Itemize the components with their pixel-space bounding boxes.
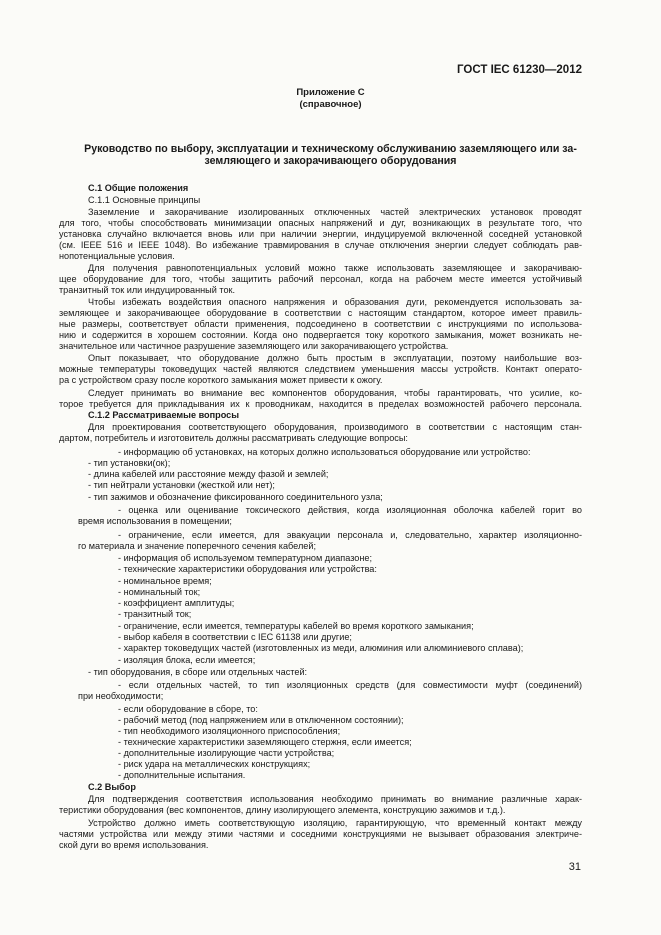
list-item: - выбор кабеля в соответствии с IEC 61138 или другие; [118, 632, 352, 642]
list-item: - транзитный ток; [118, 609, 192, 619]
list-item-continuation: го материала и значение поперечного сечения кабелей; [78, 541, 316, 551]
list-item: - риск удара на металлических конструкциях; [118, 759, 311, 769]
text-line: Устройство должно иметь соответствующую изоляцию, гарантирующую, что временный контакт между [88, 818, 582, 828]
list-item: - длина кабелей или расстояние между фазой и землей; [88, 469, 329, 479]
list-item: - тип зажимов и обозначение фиксированного соединительного узла; [88, 492, 383, 502]
appendix-title: Приложение С [296, 87, 365, 98]
text-line: Следует принимать во внимание вес компонентов оборудования, чтобы гарантировать, что усилие, ко- [88, 388, 582, 398]
list-item: - тип нейтрали установки (жесткой или нет); [88, 480, 275, 490]
list-item: - тип необходимого изоляционного приспособления; [118, 726, 341, 736]
text-line: Для получения равнопотенциальных условий можно также использовать заземляющее и закорачиваю- [88, 263, 582, 273]
text-line: ра с устройством сразу после короткого замыкания может привести к ожогу. [59, 375, 383, 385]
text-line: Для проектирования соответствующего оборудования, производимого в соответствии с настоящим стан- [88, 422, 582, 432]
standard-header: ГОСТ IEC 61230—2012 [457, 64, 582, 76]
list-item: - информацию об установках, на которых должно использоваться оборудование или устройство: [118, 447, 531, 457]
text-line: значительное или частичное разрушение заземляющего или закорачивающего устройства. [59, 341, 449, 351]
list-item: - изоляция блока, если имеется; [118, 655, 256, 665]
text-line: транзитный ток или индуцированный ток. [59, 285, 236, 295]
list-item-continuation: время использования в помещении; [78, 516, 232, 526]
text-line: (см. IEEE 516 и IEEE 1048). Во избежание травмирования в случае отключения энергии следует соблюдать рав- [59, 240, 582, 250]
list-item: - тип оборудования, в сборе или отдельных частей: [88, 667, 308, 677]
list-item: - номинальное время; [118, 576, 212, 586]
subsection-heading: С.1.1 Основные принципы [88, 195, 201, 205]
subsection-heading: С.1.2 Рассматриваемые вопросы [88, 410, 240, 420]
appendix-subtitle: (справочное) [299, 99, 362, 110]
list-item-continuation: при необходимости; [78, 691, 164, 701]
list-item: - рабочий метод (под напряжением или в отключенном состоянии); [118, 715, 404, 725]
text-line: установка случайно включается вновь или при наличии энергии, индуцируемой включенной соседней установкой [59, 229, 582, 239]
text-line: ской дуги во время использования. [59, 840, 209, 850]
text-line: можные температуры токоведущих частей являются следствием уменьшения массы устройств. Контакт операто- [59, 364, 582, 374]
section-heading: С.2 Выбор [88, 782, 136, 792]
list-item: - характер токоведущих частей (изготовленных из меди, алюминия или алюминиевого сплава); [118, 643, 524, 653]
list-item: - оценка или оценивание токсического действия, когда изоляционная оболочка кабелей горит во [118, 505, 582, 515]
list-item: - если оборудование в сборе, то: [118, 704, 258, 714]
list-item: - дополнительные изолирующие части устройства; [118, 748, 335, 758]
page-number: 31 [568, 861, 581, 873]
list-item: - если отдельных частей, то тип изоляционных средств (для совместимости муфт (соединений) [118, 680, 582, 690]
text-line: нию и содержится в хорошем состоянии. Когда оно подвергается току короткого замыкания, может возникать не- [59, 330, 582, 340]
text-line: щее оборудование для того, чтобы защитить рабочий персонал, когда на рабочем месте имеется устойчивый [59, 274, 582, 284]
text-line: нопотенциальные условия. [59, 251, 175, 261]
text-line: земляющее и закорачивающее оборудование в соответствии с настоящим стандартом, которое имеет правиль- [59, 308, 582, 318]
section-heading: С.1 Общие положения [88, 183, 189, 193]
list-item: - номинальный ток; [118, 587, 201, 597]
document-title [0, 143, 661, 167]
text-line: ные размеры, соответствует области применения, подсоединено в соответствии с инструкциями по использова- [59, 319, 582, 329]
document-title-line: Руководство по выбору, эксплуатации и техническому обслуживанию заземляющего или за- [84, 143, 577, 155]
list-item: - технические характеристики заземляющего стержня, если имеется; [118, 737, 412, 747]
text-line: торое требуется для прикладывания их к проводникам, находится в пределах возможностей рабочего персонала. [59, 399, 582, 409]
text-line: Опыт показывает, что оборудование должно быть простым в эксплуатации, поэтому наибольшие воз- [88, 353, 582, 363]
text-line: частями устройства или между этими частями и соседними конструкциями не вызывает образования электриче- [59, 829, 582, 839]
text-line: теристики оборудования (вес компонентов, длину изолирующего элемента, конструкцию зажимов и т.д.). [59, 805, 506, 815]
document-title-line: земляющего и закорачивающего оборудования [204, 155, 457, 167]
list-item: - дополнительные испытания. [118, 770, 246, 780]
list-item: - коэффициент амплитуды; [118, 598, 235, 608]
text-line: Заземление и закорачивание изолированных отключенных частей электрических установок проводят [88, 207, 582, 217]
list-item: - ограничение, если имеется, температуры кабелей во время короткого замыкания; [118, 621, 474, 631]
text-line: дартом, потребитель и изготовитель должны рассматривать следующие вопросы: [59, 433, 408, 443]
list-item: - технические характеристики оборудования или устройства: [118, 564, 377, 574]
list-item: - ограничение, если имеется, для эвакуации персонала и, следовательно, характер изоляционно- [118, 530, 582, 540]
list-item: - тип установки(ок); [88, 458, 171, 468]
list-item: - информация об используемом температурном диапазоне; [118, 553, 373, 563]
text-line: для того, чтобы способствовать минимизации опасных напряжений и дуг, возникающих в результате того, что [59, 218, 582, 228]
text-line: Для подтверждения соответствия использования необходимо принимать во внимание различные харак- [88, 794, 582, 804]
text-line: Чтобы избежать воздействия опасного напряжения и образования дуги, рекомендуется использовать за- [88, 297, 582, 307]
